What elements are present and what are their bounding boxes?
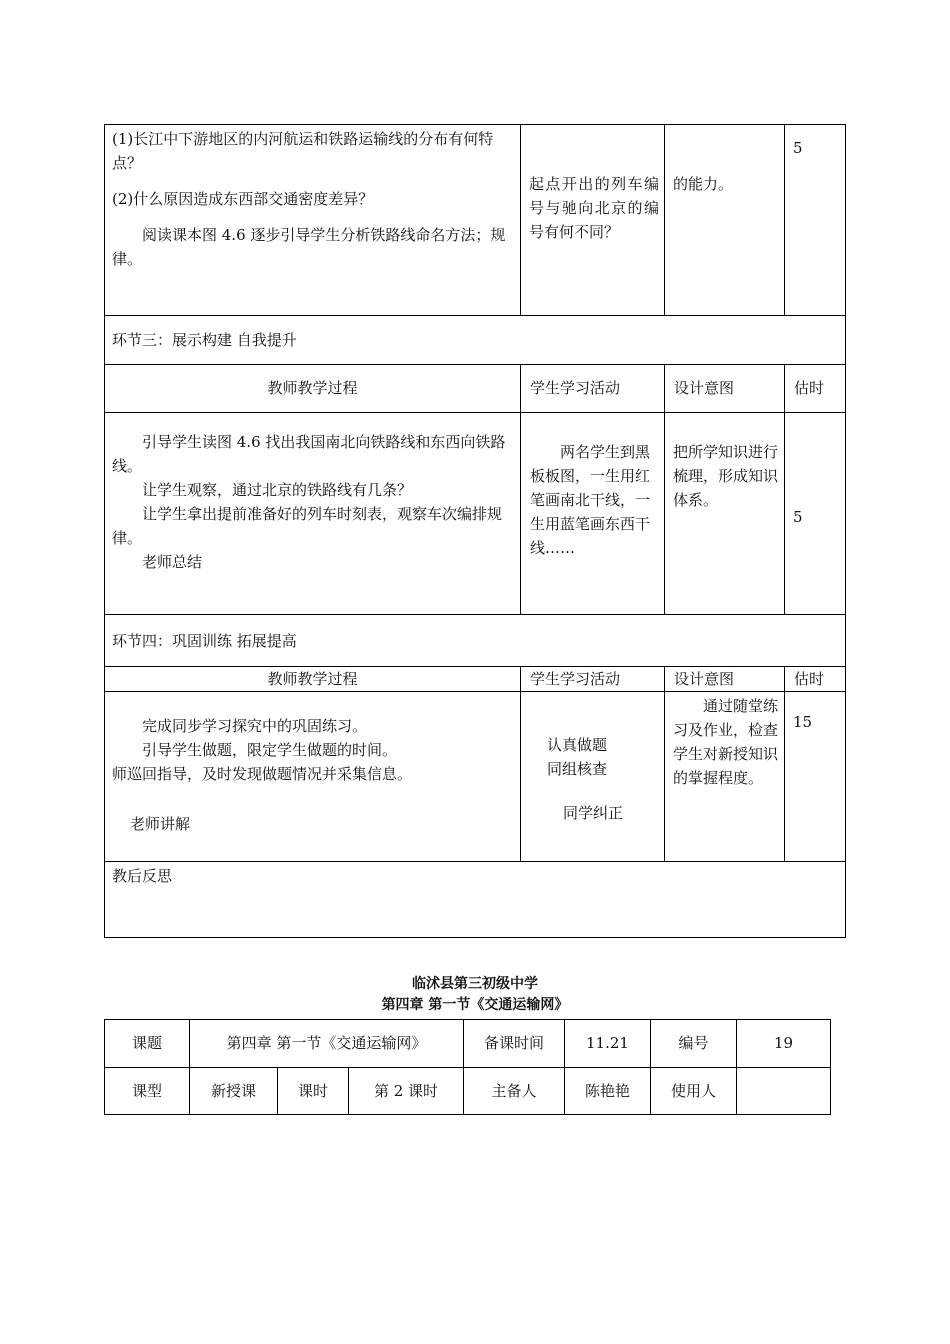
school-name-text: 临沭县第三初级中学 (412, 976, 538, 992)
reflection-cell (112, 864, 412, 888)
topic-value-text: 第四章 第一节《交通运输网》 (226, 1034, 427, 1052)
header-intent (674, 376, 780, 400)
type-value (190, 1079, 277, 1103)
period-value-text: 第 2 课时 (373, 1082, 439, 1100)
section3-title (112, 328, 812, 352)
row4-process-line: 师巡回指导，及时发现做题情况并采集信息。 (112, 765, 413, 783)
row1-intent-cell (673, 172, 779, 196)
type-value-text: 新授课 (210, 1082, 256, 1100)
prep-time-value-text: 11.21 (586, 1034, 629, 1052)
prep-time-value (565, 1031, 650, 1055)
prep-time-label (464, 1031, 564, 1055)
header-activity-text: 学生学习活动 (530, 670, 621, 688)
row4-process-line: 老师讲解 (130, 815, 191, 833)
row1-time-cell (793, 136, 841, 160)
period-label-text: 课时 (297, 1082, 328, 1100)
header-time (794, 376, 842, 400)
row3-process-line: 让学生拿出提前准备好的列车时刻表，观察车次编排规律。 (112, 505, 503, 547)
preparer-label-text: 主备人 (491, 1082, 537, 1100)
header-intent-text: 设计意图 (674, 670, 735, 688)
row4-activity-line: 同学纠正 (563, 804, 624, 822)
row3-intent-cell (673, 440, 779, 512)
preparer-value (565, 1079, 650, 1103)
row1-process-line: 阅读课本图 4.6 逐步引导学生分析铁路线命名方法；规律。 (112, 226, 506, 268)
row4-process-line: 引导学生做题，限定学生做题的时间。 (142, 741, 398, 759)
number-value-text: 19 (773, 1034, 794, 1052)
section3-title-text: 环节三：展示构建 自我提升 (112, 331, 297, 349)
row3-time-text: 5 (793, 508, 803, 526)
topic-label (105, 1031, 189, 1055)
number-label (651, 1031, 736, 1055)
row3-process-line: 让学生观察，通过北京的铁路线有几条？ (142, 481, 413, 499)
type-label (105, 1079, 189, 1103)
row3-activity-cell (530, 440, 658, 560)
row4-process-line: 完成同步学习探究中的巩固练习。 (142, 717, 368, 735)
row3-process-line: 老师总结 (142, 553, 203, 571)
header-time-text: 估时 (794, 379, 825, 397)
row1-activity-text: 起点开出的列车编号与驰向北京的编号有何不同？ (529, 175, 659, 241)
row4-time-text: 15 (793, 713, 813, 731)
header-process (105, 667, 520, 691)
header-process-text: 教师教学过程 (267, 670, 358, 688)
row1-process-line: (2)什么原因造成东西部交通密度差异？ (112, 190, 374, 208)
school-name (104, 974, 846, 994)
row4-activity-line: 认真做题 (547, 736, 608, 754)
row3-process-line: 引导学生读图 4.6 找出我国南北向铁路线和东西向铁路线。 (112, 433, 506, 475)
chapter-title-text: 第四章 第一节《交通运输网》 (381, 997, 569, 1013)
header-process (105, 376, 520, 400)
header-activity-text: 学生学习活动 (530, 379, 621, 397)
reflection-label: 教后反思 (112, 867, 173, 885)
row4-activity-line: 同组核查 (547, 760, 608, 778)
row3-intent-text: 把所学知识进行梳理，形成知识体系。 (673, 443, 779, 509)
row3-time-cell (793, 505, 841, 529)
header-process-text: 教师教学过程 (267, 379, 358, 397)
topic-value (190, 1031, 463, 1055)
header-time (794, 667, 842, 691)
preparer-label (464, 1079, 564, 1103)
row4-process-cell (112, 714, 514, 836)
row1-process-cell (112, 127, 514, 271)
row4-intent-text: 通过随堂练习及作业，检查学生对新授知识的掌握程度。 (673, 697, 779, 787)
row3-activity-text: 两名学生到黑板板图，一生用红笔画南北干线，一生用蓝笔画东西干线…… (530, 443, 651, 557)
period-value (349, 1079, 463, 1103)
header-intent (674, 667, 780, 691)
header-intent-text: 设计意图 (674, 379, 735, 397)
type-label-text: 课型 (131, 1082, 162, 1100)
section4-title (112, 629, 812, 653)
user-label (651, 1079, 736, 1103)
row1-process-line: (1)长江中下游地区的内河航运和铁路运输线的分布有何特点？ (112, 130, 494, 172)
section4-title-text: 环节四：巩固训练 拓展提高 (112, 632, 297, 650)
row4-intent-cell (673, 694, 781, 790)
row1-activity-cell (529, 172, 659, 244)
topic-label-text: 课题 (131, 1034, 162, 1052)
header-activity (530, 376, 660, 400)
number-value (737, 1031, 830, 1055)
chapter-title (104, 995, 846, 1015)
prep-time-label-text: 备课时间 (483, 1034, 544, 1052)
preparer-value-text: 陈艳艳 (584, 1082, 630, 1100)
row1-intent-text: 的能力。 (673, 175, 734, 193)
number-label-text: 编号 (678, 1034, 709, 1052)
row4-activity-cell (547, 733, 657, 825)
header-activity (530, 667, 660, 691)
row3-process-cell (112, 430, 514, 574)
row4-time-cell (793, 710, 841, 734)
user-label-text: 使用人 (670, 1082, 716, 1100)
row1-time-text: 5 (793, 139, 803, 157)
period-label (278, 1079, 348, 1103)
header-time-text: 估时 (794, 670, 825, 688)
